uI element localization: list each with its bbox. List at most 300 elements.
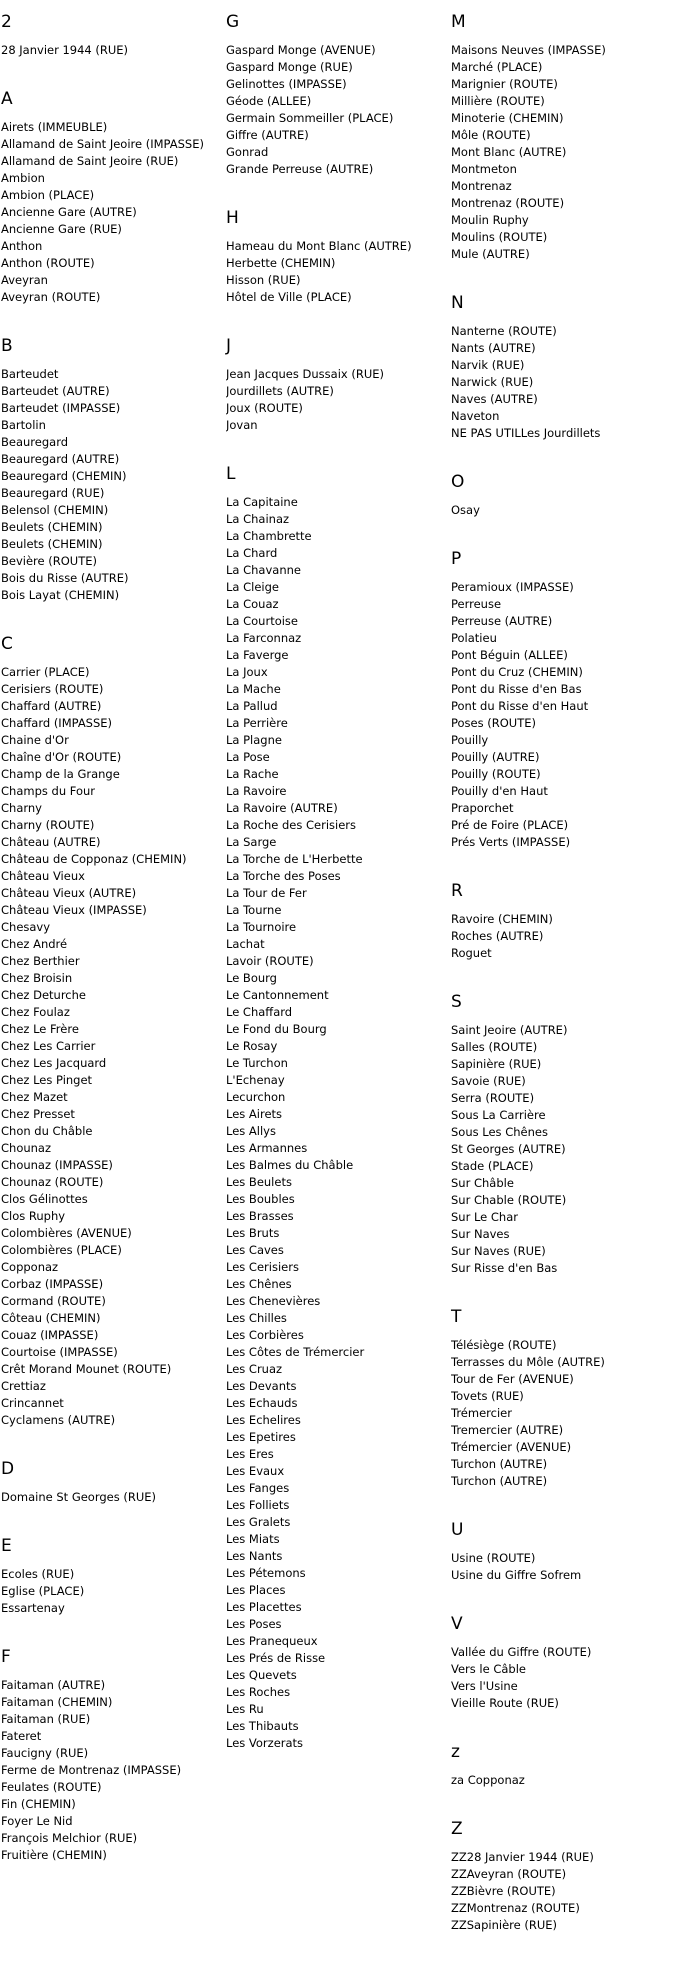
street-entry[interactable]: La Roche des Cerisiers bbox=[226, 818, 356, 832]
street-entry[interactable]: Grande Perreuse (AUTRE) bbox=[226, 162, 374, 176]
street-entry[interactable]: Les Boubles bbox=[226, 1192, 295, 1206]
street-entry[interactable]: Mule (AUTRE) bbox=[451, 247, 530, 261]
street-entry[interactable]: Chez Mazet bbox=[1, 1090, 68, 1104]
street-entry[interactable]: Lecurchon bbox=[226, 1090, 286, 1104]
street-entry[interactable]: Les Cerisiers bbox=[226, 1260, 299, 1274]
street-entry[interactable]: Le Bourg bbox=[226, 971, 277, 985]
letter-section bbox=[226, 208, 450, 306]
street-entry[interactable]: Colombières (AVENUE) bbox=[1, 1226, 132, 1240]
street-entry[interactable]: Chon du Châble bbox=[1, 1124, 93, 1138]
street-entry[interactable]: Les Places bbox=[226, 1583, 286, 1597]
street-entry[interactable]: Les Echelires bbox=[226, 1413, 301, 1427]
street-entry[interactable]: Chez Le Frère bbox=[1, 1022, 79, 1036]
street-entry[interactable]: Télésiège (ROUTE) bbox=[451, 1338, 557, 1352]
street-entry[interactable]: Le Fond du Bourg bbox=[226, 1022, 327, 1036]
street-entry[interactable]: Les Nants bbox=[226, 1549, 283, 1563]
street-entry[interactable]: Couaz (IMPASSE) bbox=[1, 1328, 99, 1342]
street-entry[interactable]: Les Armannes bbox=[226, 1141, 308, 1155]
street-entry[interactable]: Millière (ROUTE) bbox=[451, 94, 545, 108]
street-entry[interactable]: Bartolin bbox=[1, 418, 46, 432]
street-entry[interactable]: Serra (ROUTE) bbox=[451, 1091, 535, 1105]
street-entry[interactable]: Sur Châble bbox=[451, 1176, 514, 1190]
street-entry[interactable]: Les Chenevières bbox=[226, 1294, 321, 1308]
street-entry[interactable]: Roguet bbox=[451, 946, 492, 960]
street-entry[interactable]: Ancienne Gare (AUTRE) bbox=[1, 205, 137, 219]
street-entry[interactable]: Narvik (RUE) bbox=[451, 358, 525, 372]
street-entry[interactable]: Essartenay bbox=[1, 1601, 65, 1615]
street-entry[interactable]: Pouilly bbox=[451, 733, 489, 747]
street-entry[interactable]: Poses (ROUTE) bbox=[451, 716, 536, 730]
street-entry[interactable]: Ferme de Montrenaz (IMPASSE) bbox=[1, 1763, 182, 1777]
street-entry[interactable]: Les Prés de Risse bbox=[226, 1651, 326, 1665]
street-entry[interactable]: La Ravoire bbox=[226, 784, 287, 798]
street-entry[interactable]: Château Vieux (AUTRE) bbox=[1, 886, 137, 900]
street-list bbox=[226, 494, 450, 1752]
street-entry[interactable]: Narwick (RUE) bbox=[451, 375, 534, 389]
street-entry[interactable]: Les Cruaz bbox=[226, 1362, 283, 1376]
section-letter: N bbox=[451, 293, 464, 313]
street-entry[interactable]: Les Pétemons bbox=[226, 1566, 306, 1580]
street-entry[interactable]: Les Vorzerats bbox=[226, 1736, 304, 1750]
street-entry[interactable]: Marignier (ROUTE) bbox=[451, 77, 558, 91]
street-entry[interactable]: Herbette (CHEMIN) bbox=[226, 256, 336, 270]
street-entry[interactable]: Sous Les Chênes bbox=[451, 1125, 548, 1139]
street-list bbox=[1, 1489, 225, 1506]
street-entry[interactable]: Perreuse (AUTRE) bbox=[451, 614, 553, 628]
street-entry[interactable]: Praporchet bbox=[451, 801, 514, 815]
street-entry[interactable]: Vieille Route (RUE) bbox=[451, 1696, 559, 1710]
street-entry[interactable]: Le Cantonnement bbox=[226, 988, 329, 1002]
street-entry[interactable]: Eglise (PLACE) bbox=[1, 1584, 85, 1598]
street-entry[interactable]: Les Gralets bbox=[226, 1515, 291, 1529]
street-entry[interactable]: Copponaz bbox=[1, 1260, 59, 1274]
street-entry[interactable]: Moulins (ROUTE) bbox=[451, 230, 548, 244]
street-entry[interactable]: Charny (ROUTE) bbox=[1, 818, 95, 832]
street-entry[interactable]: Foyer Le Nid bbox=[1, 1814, 73, 1828]
street-entry[interactable]: La Rache bbox=[226, 767, 279, 781]
section-letter: P bbox=[451, 549, 462, 569]
street-entry[interactable]: Chez Berthier bbox=[1, 954, 80, 968]
street-entry[interactable]: Crêt Morand Mounet (ROUTE) bbox=[1, 1362, 172, 1376]
street-entry[interactable]: Aveyran (ROUTE) bbox=[1, 290, 101, 304]
street-entry[interactable]: Chez Les Pinget bbox=[1, 1073, 93, 1087]
street-entry[interactable]: Bois Layat (CHEMIN) bbox=[1, 588, 120, 602]
street-entry[interactable]: Chaffard (AUTRE) bbox=[1, 699, 102, 713]
street-entry[interactable]: Pouilly (AUTRE) bbox=[451, 750, 540, 764]
street-entry[interactable]: Polatieu bbox=[451, 631, 497, 645]
section-letter: D bbox=[1, 1459, 15, 1479]
section-letter: B bbox=[1, 336, 13, 356]
street-entry[interactable]: Les Evaux bbox=[226, 1464, 285, 1478]
street-entry[interactable]: Pré de Foire (PLACE) bbox=[451, 818, 569, 832]
street-entry[interactable]: Trémercier bbox=[451, 1406, 512, 1420]
street-entry[interactable]: Belensol (CHEMIN) bbox=[1, 503, 109, 517]
street-entry[interactable]: Les Côtes de Trémercier bbox=[226, 1345, 365, 1359]
street-entry[interactable]: Faitaman (CHEMIN) bbox=[1, 1695, 113, 1709]
street-entry[interactable]: La Chambrette bbox=[226, 529, 312, 543]
street-entry[interactable]: Les Epetires bbox=[226, 1430, 296, 1444]
street-entry[interactable]: Crettiaz bbox=[1, 1379, 46, 1393]
street-entry[interactable]: Cerisiers (ROUTE) bbox=[1, 682, 104, 696]
street-list bbox=[1, 664, 225, 1429]
street-entry[interactable]: Ambion bbox=[1, 171, 45, 185]
street-entry[interactable]: Feulates (ROUTE) bbox=[1, 1780, 102, 1794]
street-entry[interactable]: Sapinière (RUE) bbox=[451, 1057, 542, 1071]
letter-section bbox=[226, 464, 450, 1752]
street-entry[interactable]: Jean Jacques Dussaix (RUE) bbox=[226, 367, 385, 381]
street-entry[interactable]: Beauregard (RUE) bbox=[1, 486, 105, 500]
street-entry[interactable]: Giffre (AUTRE) bbox=[226, 128, 309, 142]
street-entry[interactable]: Roches (AUTRE) bbox=[451, 929, 544, 943]
section-letter: O bbox=[451, 472, 465, 492]
street-entry[interactable]: Peramioux (IMPASSE) bbox=[451, 580, 574, 594]
street-entry[interactable]: Le Rosay bbox=[226, 1039, 278, 1053]
street-entry[interactable]: Ravoire (CHEMIN) bbox=[451, 912, 553, 926]
street-entry[interactable]: Tour de Fer (AVENUE) bbox=[451, 1372, 574, 1386]
street-entry[interactable]: Les Echauds bbox=[226, 1396, 298, 1410]
street-entry[interactable]: Courtoise (IMPASSE) bbox=[1, 1345, 118, 1359]
section-letter: V bbox=[451, 1614, 463, 1634]
street-entry[interactable]: Faitaman (AUTRE) bbox=[1, 1678, 106, 1692]
letter-section bbox=[451, 1614, 675, 1712]
street-entry[interactable]: ZZBièvre (ROUTE) bbox=[451, 1884, 556, 1898]
letter-section bbox=[451, 1819, 675, 1934]
street-entry[interactable]: Hameau du Mont Blanc (AUTRE) bbox=[226, 239, 412, 253]
letter-section bbox=[1, 1459, 225, 1506]
street-entry[interactable]: La Tour de Fer bbox=[226, 886, 307, 900]
street-entry[interactable]: Terrasses du Môle (AUTRE) bbox=[451, 1355, 605, 1369]
street-entry[interactable]: Cormand (ROUTE) bbox=[1, 1294, 106, 1308]
street-entry[interactable]: La Sarge bbox=[226, 835, 277, 849]
street-entry[interactable]: Côteau (CHEMIN) bbox=[1, 1311, 101, 1325]
street-entry[interactable]: St Georges (AUTRE) bbox=[451, 1142, 566, 1156]
street-entry[interactable]: Chez Les Jacquard bbox=[1, 1056, 107, 1070]
letter-section bbox=[1, 336, 225, 604]
section-letter: H bbox=[226, 208, 239, 228]
street-entry[interactable]: Jovan bbox=[226, 418, 258, 432]
street-entry[interactable]: Usine (ROUTE) bbox=[451, 1551, 536, 1565]
street-entry[interactable]: Bois du Risse (AUTRE) bbox=[1, 571, 129, 585]
street-entry[interactable]: Lavoir (ROUTE) bbox=[226, 954, 314, 968]
street-entry[interactable]: ZZMontrenaz (ROUTE) bbox=[451, 1901, 580, 1915]
street-list bbox=[1, 42, 225, 59]
street-entry[interactable]: Prés Verts (IMPASSE) bbox=[451, 835, 571, 849]
street-entry[interactable]: Montrenaz bbox=[451, 179, 512, 193]
street-entry[interactable]: Anthon (ROUTE) bbox=[1, 256, 95, 270]
street-entry[interactable]: Vers l'Usine bbox=[451, 1679, 518, 1693]
street-entry[interactable]: Germain Sommeiller (PLACE) bbox=[226, 111, 394, 125]
street-entry[interactable]: La Torche de L'Herbette bbox=[226, 852, 363, 866]
street-entry[interactable]: Perreuse bbox=[451, 597, 502, 611]
street-entry[interactable]: Château Vieux (IMPASSE) bbox=[1, 903, 147, 917]
street-entry[interactable]: Les Balmes du Châble bbox=[226, 1158, 354, 1172]
street-entry[interactable]: Les Eres bbox=[226, 1447, 274, 1461]
section-letter: U bbox=[451, 1520, 464, 1540]
street-entry[interactable]: Corbaz (IMPASSE) bbox=[1, 1277, 104, 1291]
street-entry[interactable]: La Chainaz bbox=[226, 512, 290, 526]
street-entry[interactable]: Hôtel de Ville (PLACE) bbox=[226, 290, 352, 304]
street-entry[interactable]: Crincannet bbox=[1, 1396, 64, 1410]
street-entry[interactable]: Usine du Giffre Sofrem bbox=[451, 1568, 582, 1582]
street-entry[interactable]: La Couaz bbox=[226, 597, 279, 611]
section-letter: R bbox=[451, 881, 463, 901]
street-entry[interactable]: Gaspard Monge (AVENUE) bbox=[226, 43, 376, 57]
street-entry[interactable]: Naves (AUTRE) bbox=[451, 392, 538, 406]
street-entry[interactable]: Bevière (ROUTE) bbox=[1, 554, 97, 568]
street-entry[interactable]: Airets (IMMEUBLE) bbox=[1, 120, 108, 134]
street-entry[interactable]: Salles (ROUTE) bbox=[451, 1040, 538, 1054]
letter-section bbox=[451, 992, 675, 1277]
street-entry[interactable]: Vallée du Giffre (ROUTE) bbox=[451, 1645, 592, 1659]
street-entry[interactable]: Nants (AUTRE) bbox=[451, 341, 536, 355]
street-entry[interactable]: La Chavanne bbox=[226, 563, 301, 577]
street-entry[interactable]: Sur Risse d'en Bas bbox=[451, 1261, 558, 1275]
street-entry[interactable]: Sur Le Char bbox=[451, 1210, 519, 1224]
street-entry[interactable]: Chounaz bbox=[1, 1141, 52, 1155]
street-entry[interactable]: Ancienne Gare (RUE) bbox=[1, 222, 122, 236]
street-entry[interactable]: Château de Copponaz (CHEMIN) bbox=[1, 852, 187, 866]
street-entry[interactable]: Fruitière (CHEMIN) bbox=[1, 1848, 107, 1862]
street-entry[interactable]: Les Miats bbox=[226, 1532, 280, 1546]
street-entry[interactable]: Les Pranequeux bbox=[226, 1634, 318, 1648]
street-entry[interactable]: Chez André bbox=[1, 937, 68, 951]
section-letter: F bbox=[1, 1647, 11, 1667]
section-letter: Z bbox=[451, 1819, 463, 1839]
street-entry[interactable]: Tovets (RUE) bbox=[451, 1389, 524, 1403]
street-entry[interactable]: La Faverge bbox=[226, 648, 289, 662]
street-entry[interactable]: Chounaz (ROUTE) bbox=[1, 1175, 104, 1189]
street-entry[interactable]: Hisson (RUE) bbox=[226, 273, 301, 287]
street-entry[interactable]: Gaspard Monge (RUE) bbox=[226, 60, 353, 74]
street-entry[interactable]: La Mache bbox=[226, 682, 281, 696]
section-letter: T bbox=[451, 1307, 462, 1327]
street-list bbox=[451, 1644, 675, 1712]
street-entry[interactable]: Naveton bbox=[451, 409, 500, 423]
street-entry[interactable]: Lachat bbox=[226, 937, 265, 951]
street-entry[interactable]: La Pallud bbox=[226, 699, 278, 713]
street-entry[interactable]: Chounaz (IMPASSE) bbox=[1, 1158, 113, 1172]
street-list bbox=[1, 366, 225, 604]
street-entry[interactable]: Géode (ALLEE) bbox=[226, 94, 312, 108]
street-entry[interactable]: La Capitaine bbox=[226, 495, 298, 509]
street-entry[interactable]: Clos Gélinottes bbox=[1, 1192, 88, 1206]
street-entry[interactable]: ZZ28 Janvier 1944 (RUE) bbox=[451, 1850, 594, 1864]
street-entry[interactable]: Aveyran bbox=[1, 273, 48, 287]
street-entry[interactable]: Le Turchon bbox=[226, 1056, 288, 1070]
street-entry[interactable]: Stade (PLACE) bbox=[451, 1159, 534, 1173]
street-entry[interactable]: Gelinottes (IMPASSE) bbox=[226, 77, 347, 91]
street-list bbox=[451, 502, 675, 519]
street-entry[interactable]: La Tournoire bbox=[226, 920, 297, 934]
street-entry[interactable]: Les Chilles bbox=[226, 1311, 287, 1325]
street-entry[interactable]: La Ravoire (AUTRE) bbox=[226, 801, 338, 815]
street-entry[interactable]: Sur Chable (ROUTE) bbox=[451, 1193, 567, 1207]
letter-section bbox=[451, 1307, 675, 1490]
street-list bbox=[451, 323, 675, 442]
street-list bbox=[226, 42, 450, 178]
street-entry[interactable]: Le Chaffard bbox=[226, 1005, 293, 1019]
street-entry[interactable]: Chez Presset bbox=[1, 1107, 75, 1121]
street-entry[interactable]: Sous La Carrière bbox=[451, 1108, 546, 1122]
street-entry[interactable]: Pont Béguin (ALLEE) bbox=[451, 648, 568, 662]
street-entry[interactable]: Gonrad bbox=[226, 145, 269, 159]
letter-section bbox=[451, 549, 675, 851]
street-entry[interactable]: Chez Deturche bbox=[1, 988, 86, 1002]
street-entry[interactable]: 28 Janvier 1944 (RUE) bbox=[1, 43, 129, 57]
street-entry[interactable]: Marché (PLACE) bbox=[451, 60, 543, 74]
street-entry[interactable]: La Joux bbox=[226, 665, 268, 679]
street-entry[interactable]: Barteudet bbox=[1, 367, 59, 381]
street-list bbox=[1, 119, 225, 306]
street-entry[interactable]: za Copponaz bbox=[451, 1773, 525, 1787]
index-column bbox=[450, 12, 675, 1964]
index-column bbox=[0, 12, 225, 1964]
street-entry[interactable]: Jourdillets (AUTRE) bbox=[226, 384, 334, 398]
street-entry[interactable]: Sur Naves (RUE) bbox=[451, 1244, 546, 1258]
street-entry[interactable]: Saint Jeoire (AUTRE) bbox=[451, 1023, 568, 1037]
street-entry[interactable]: Pouilly (ROUTE) bbox=[451, 767, 541, 781]
street-entry[interactable]: La Perrière bbox=[226, 716, 288, 730]
street-entry[interactable]: Les Ru bbox=[226, 1702, 264, 1716]
street-entry[interactable]: François Melchior (RUE) bbox=[1, 1831, 138, 1845]
street-entry[interactable]: Les Brasses bbox=[226, 1209, 294, 1223]
street-entry[interactable]: Anthon bbox=[1, 239, 43, 253]
street-entry[interactable]: Château Vieux bbox=[1, 869, 85, 883]
street-entry[interactable]: Turchon (AUTRE) bbox=[451, 1474, 548, 1488]
street-entry[interactable]: Vers le Câble bbox=[451, 1662, 526, 1676]
street-entry[interactable]: Les Bruts bbox=[226, 1226, 280, 1240]
street-entry[interactable]: Barteudet (IMPASSE) bbox=[1, 401, 121, 415]
street-entry[interactable]: Fin (CHEMIN) bbox=[1, 1797, 76, 1811]
street-entry[interactable]: Les Roches bbox=[226, 1685, 291, 1699]
letter-section bbox=[451, 1742, 675, 1789]
street-list bbox=[451, 1849, 675, 1934]
street-entry[interactable]: Champ de la Grange bbox=[1, 767, 120, 781]
street-entry[interactable]: Les Folliets bbox=[226, 1498, 290, 1512]
street-entry[interactable]: Beulets (CHEMIN) bbox=[1, 520, 103, 534]
letter-section bbox=[226, 12, 450, 178]
street-entry[interactable]: Les Beulets bbox=[226, 1175, 292, 1189]
street-entry[interactable]: La Pose bbox=[226, 750, 270, 764]
street-entry[interactable]: Turchon (AUTRE) bbox=[451, 1457, 548, 1471]
street-entry[interactable]: Domaine St Georges (RUE) bbox=[1, 1490, 157, 1504]
street-entry[interactable]: Osay bbox=[451, 503, 480, 517]
letter-section bbox=[226, 336, 450, 434]
street-entry[interactable]: Les Devants bbox=[226, 1379, 297, 1393]
street-list bbox=[451, 1022, 675, 1277]
street-entry[interactable]: Faucigny (RUE) bbox=[1, 1746, 89, 1760]
letter-section bbox=[451, 293, 675, 442]
street-list bbox=[451, 579, 675, 851]
street-entry[interactable]: Pont du Risse d'en Bas bbox=[451, 682, 582, 696]
street-entry[interactable]: Charny bbox=[1, 801, 42, 815]
street-entry[interactable]: Môle (ROUTE) bbox=[451, 128, 531, 142]
street-entry[interactable]: Beulets (CHEMIN) bbox=[1, 537, 103, 551]
street-entry[interactable]: Moulin Ruphy bbox=[451, 213, 529, 227]
street-entry[interactable]: Les Thibauts bbox=[226, 1719, 299, 1733]
street-entry[interactable]: Les Poses bbox=[226, 1617, 282, 1631]
street-entry[interactable]: La Farconnaz bbox=[226, 631, 302, 645]
street-entry[interactable]: Les Corbières bbox=[226, 1328, 304, 1342]
street-entry[interactable]: Ambion (PLACE) bbox=[1, 188, 95, 202]
street-entry[interactable]: Château (AUTRE) bbox=[1, 835, 101, 849]
section-letter: J bbox=[226, 336, 232, 356]
section-letter: M bbox=[451, 12, 466, 32]
street-entry[interactable]: Chaffard (IMPASSE) bbox=[1, 716, 113, 730]
street-entry[interactable]: La Plagne bbox=[226, 733, 282, 747]
street-entry[interactable]: Beauregard bbox=[1, 435, 69, 449]
street-entry[interactable]: Sur Naves bbox=[451, 1227, 510, 1241]
street-entry[interactable]: La Courtoise bbox=[226, 614, 298, 628]
letter-section bbox=[451, 472, 675, 519]
street-entry[interactable]: Minoterie (CHEMIN) bbox=[451, 111, 564, 125]
street-entry[interactable]: Barteudet (AUTRE) bbox=[1, 384, 110, 398]
street-entry[interactable]: Trémercier (AVENUE) bbox=[451, 1440, 572, 1454]
street-entry[interactable]: La Tourne bbox=[226, 903, 282, 917]
street-entry[interactable]: Clos Ruphy bbox=[1, 1209, 66, 1223]
street-entry[interactable]: La Chard bbox=[226, 546, 278, 560]
street-entry[interactable]: La Cleige bbox=[226, 580, 279, 594]
street-entry[interactable]: Chez Foulaz bbox=[1, 1005, 70, 1019]
street-entry[interactable]: ZZAveyran (ROUTE) bbox=[451, 1867, 567, 1881]
street-entry[interactable]: Colombières (PLACE) bbox=[1, 1243, 122, 1257]
street-entry[interactable]: Chez Broisin bbox=[1, 971, 73, 985]
street-entry[interactable]: Les Airets bbox=[226, 1107, 283, 1121]
street-entry[interactable]: Beauregard (AUTRE) bbox=[1, 452, 120, 466]
street-entry[interactable]: Pont du Risse d'en Haut bbox=[451, 699, 589, 713]
street-entry[interactable]: Les Placettes bbox=[226, 1600, 302, 1614]
street-entry[interactable]: Tremercier (AUTRE) bbox=[451, 1423, 564, 1437]
section-letter: 2 bbox=[1, 12, 12, 32]
street-entry[interactable]: Carrier (PLACE) bbox=[1, 665, 90, 679]
street-entry[interactable]: Faitaman (RUE) bbox=[1, 1712, 91, 1726]
street-entry[interactable]: Chesavy bbox=[1, 920, 51, 934]
street-entry[interactable]: Chaine d'Or bbox=[1, 733, 69, 747]
section-letter: G bbox=[226, 12, 240, 32]
street-entry[interactable]: Joux (ROUTE) bbox=[226, 401, 303, 415]
street-entry[interactable]: Maisons Neuves (IMPASSE) bbox=[451, 43, 606, 57]
street-entry[interactable]: Les Caves bbox=[226, 1243, 284, 1257]
street-entry[interactable]: Montrenaz (ROUTE) bbox=[451, 196, 565, 210]
street-entry[interactable]: Savoie (RUE) bbox=[451, 1074, 526, 1088]
street-entry[interactable]: Beauregard (CHEMIN) bbox=[1, 469, 127, 483]
street-entry[interactable]: Chez Les Carrier bbox=[1, 1039, 96, 1053]
street-entry[interactable]: Les Quevets bbox=[226, 1668, 297, 1682]
street-entry[interactable]: Chaîne d'Or (ROUTE) bbox=[1, 750, 122, 764]
letter-section bbox=[451, 12, 675, 263]
street-entry[interactable]: Fateret bbox=[1, 1729, 42, 1743]
street-entry[interactable]: Cyclamens (AUTRE) bbox=[1, 1413, 116, 1427]
street-entry[interactable]: Allamand de Saint Jeoire (IMPASSE) bbox=[1, 137, 204, 151]
street-entry[interactable]: Les Chênes bbox=[226, 1277, 292, 1291]
street-entry[interactable]: ZZSapinière (RUE) bbox=[451, 1918, 558, 1932]
street-entry[interactable]: Mont Blanc (AUTRE) bbox=[451, 145, 567, 159]
street-entry[interactable]: Champs du Four bbox=[1, 784, 96, 798]
street-entry[interactable]: Les Allys bbox=[226, 1124, 276, 1138]
street-entry[interactable]: La Torche des Poses bbox=[226, 869, 341, 883]
street-entry[interactable]: L'Echenay bbox=[226, 1073, 285, 1087]
street-entry[interactable]: Les Fanges bbox=[226, 1481, 290, 1495]
street-entry[interactable]: Allamand de Saint Jeoire (RUE) bbox=[1, 154, 179, 168]
section-letter: z bbox=[451, 1742, 460, 1762]
street-entry[interactable]: Nanterne (ROUTE) bbox=[451, 324, 557, 338]
street-entry[interactable]: Pouilly d'en Haut bbox=[451, 784, 548, 798]
street-entry[interactable]: NE PAS UTILLes Jourdillets bbox=[451, 426, 601, 440]
street-entry[interactable]: Pont du Cruz (CHEMIN) bbox=[451, 665, 583, 679]
street-entry[interactable]: Ecoles (RUE) bbox=[1, 1567, 75, 1581]
street-entry[interactable]: Montmeton bbox=[451, 162, 517, 176]
street-list bbox=[1, 1677, 225, 1864]
